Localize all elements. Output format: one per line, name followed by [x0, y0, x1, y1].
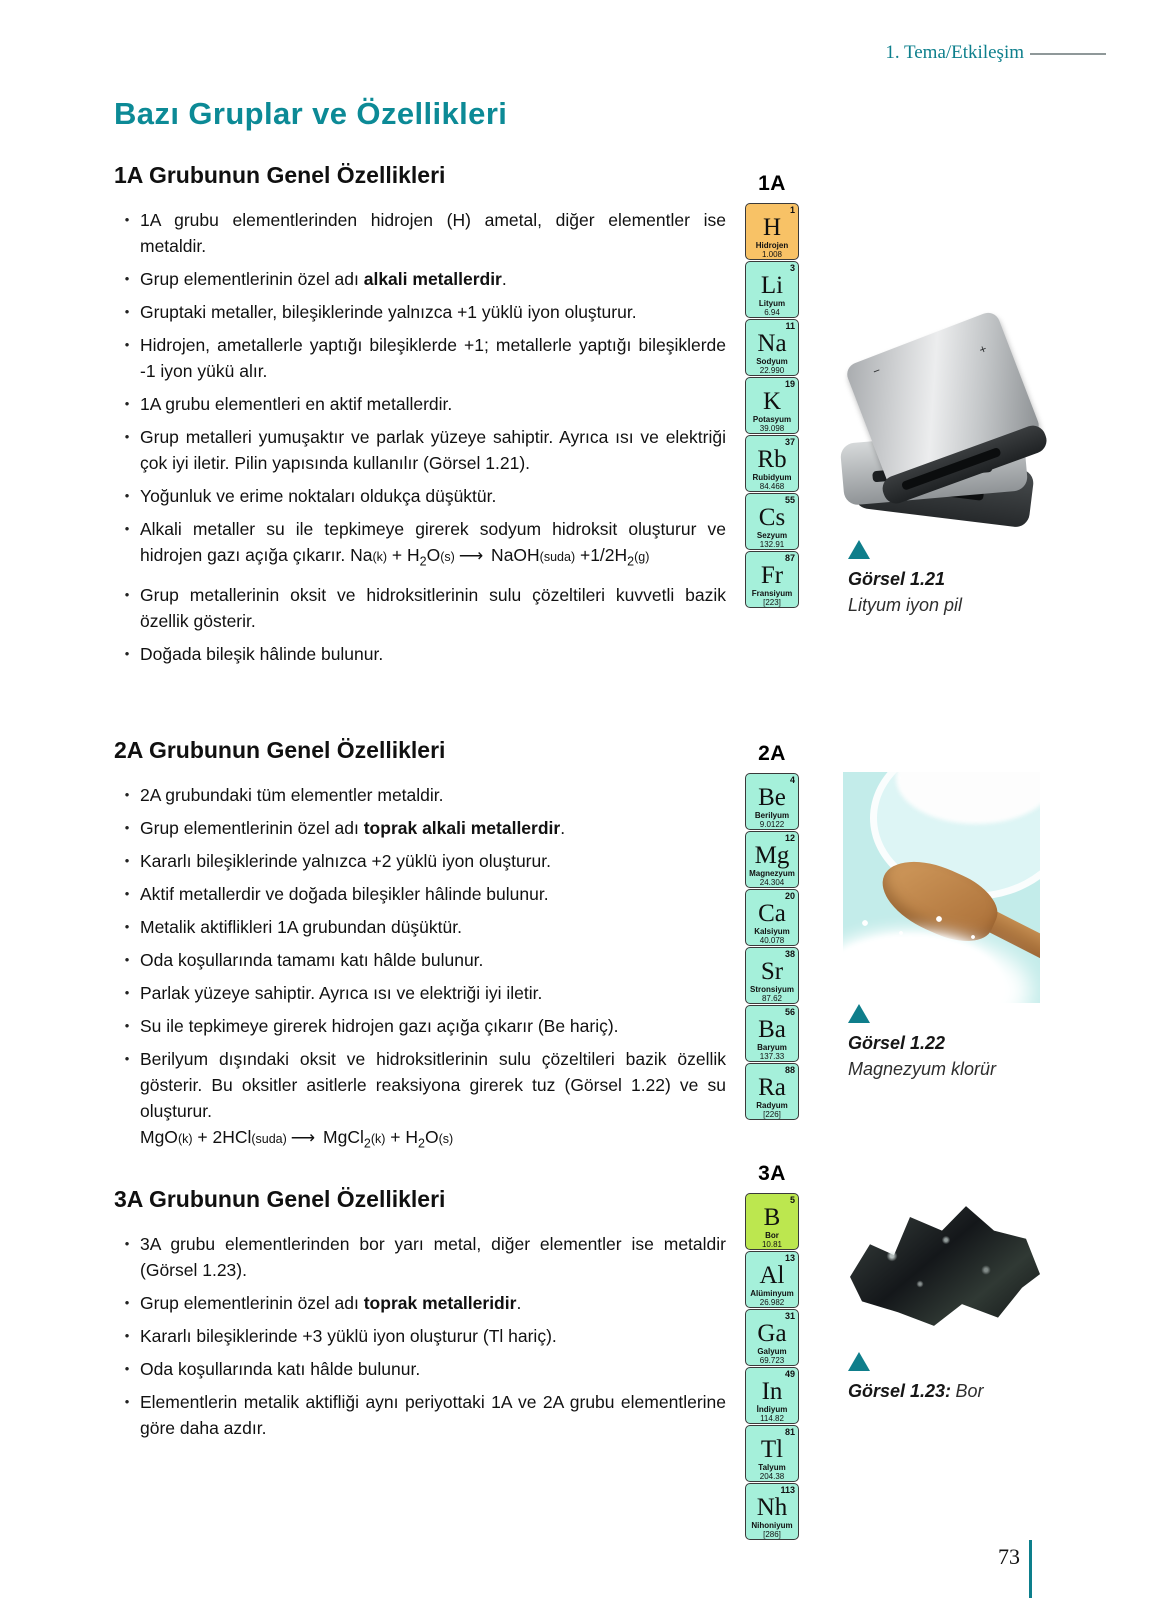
- bullet-text: Alkali metaller su ile tepkimeye girerek sodyum hidroksit oluşturur ve hidrojen gazı açığa çıkarır. $Na(k) + H_2O(s)$ ⟶ NaOH(suda) $+1/2H_2(g)$: [140, 519, 726, 569]
- triangle-marker-icon: [848, 1352, 870, 1371]
- element-symbol: Be: [758, 784, 786, 811]
- atomic-number: 38: [784, 949, 795, 959]
- figure-caption-1-22: [848, 1004, 1058, 1082]
- element-name: Bor: [765, 1231, 779, 1240]
- element-symbol: Mg: [754, 842, 790, 869]
- element-symbol: Ra: [758, 1074, 786, 1101]
- figure-caption-1-23: [848, 1352, 1058, 1404]
- element-symbol: Fr: [760, 562, 784, 589]
- figure-text: Lityum iyon pil: [848, 595, 963, 615]
- figure-caption-1-21: [848, 540, 1058, 618]
- atomic-number: 56: [784, 1007, 795, 1017]
- bullet-text: Aktif metallerdir ve doğada bileşikler hâlinde bulunur.: [140, 884, 549, 904]
- running-header: [0, 42, 1106, 64]
- bullet-list-3a: [114, 1231, 726, 1441]
- group-label-2a: 2A: [758, 742, 786, 765]
- atomic-mass: 87.62: [761, 994, 783, 1003]
- bullet-item: [114, 582, 726, 634]
- atomic-mass: 9.0122: [759, 820, 785, 829]
- element-symbol: Sr: [760, 958, 784, 985]
- bullet-marker: •: [124, 304, 130, 319]
- bullet-text: 2A grubundaki tüm elementler metaldir.: [140, 785, 444, 805]
- element-tile: [745, 947, 799, 1004]
- element-tiles-2a: [745, 773, 799, 1120]
- element-column-3a: [745, 1162, 799, 1540]
- header-rule: [1030, 53, 1106, 55]
- atomic-mass: 40.078: [759, 936, 785, 945]
- bullet-text: Hidrojen, ametallerle yaptığı bileşiklerde +1; metallerle yaptığı bileşiklerde -1 iyon yükü alır.: [140, 335, 726, 381]
- figure-label: Görsel 1.23:: [848, 1381, 952, 1401]
- atomic-number: 81: [784, 1427, 795, 1437]
- triangle-marker-icon: [848, 1004, 870, 1023]
- bullet-item: [114, 516, 726, 575]
- bullet-text: Su ile tepkimeye girerek hidrojen gazı açığa çıkarır (Be hariç).: [140, 1016, 619, 1036]
- atomic-mass: 6.94: [764, 308, 780, 317]
- element-tiles-3a: [745, 1193, 799, 1540]
- element-tile: [745, 1251, 799, 1308]
- bullet-marker: •: [124, 396, 130, 411]
- element-tile: [745, 319, 799, 376]
- element-name: Baryum: [757, 1043, 787, 1052]
- element-tile: [745, 1309, 799, 1366]
- bullet-marker: •: [124, 820, 130, 835]
- atomic-mass: 204.38: [759, 1472, 785, 1481]
- atomic-number: 20: [784, 891, 795, 901]
- element-name: Nihoniyum: [751, 1521, 793, 1530]
- element-symbol: Ga: [757, 1320, 787, 1347]
- element-tile: [745, 551, 799, 608]
- bullet-item: [114, 1356, 726, 1382]
- bullet-marker: •: [124, 787, 130, 802]
- element-name: Potasyum: [752, 415, 792, 424]
- bullet-text: Doğada bileşik hâlinde bulunur.: [140, 643, 384, 664]
- element-symbol: Ba: [758, 1016, 786, 1043]
- bullet-marker: •: [124, 337, 130, 352]
- bullet-item: [114, 1231, 726, 1283]
- element-symbol: H: [762, 214, 782, 241]
- element-tile: [745, 1483, 799, 1540]
- element-symbol: K: [762, 388, 782, 415]
- bullet-text: Elementlerin metalik aktifliği aynı periyottaki 1A ve 2A grubu elementlerine göre daha azdır.: [140, 1392, 726, 1438]
- group-label-1a: 1A: [758, 172, 786, 195]
- atomic-mass: [286]: [763, 1530, 781, 1539]
- element-name: Hidrojen: [755, 241, 789, 250]
- atomic-mass: 1.008: [761, 250, 783, 259]
- element-name: Berilyum: [754, 811, 790, 820]
- bullet-item: [114, 299, 726, 325]
- bullet-marker: •: [124, 521, 130, 536]
- element-name: Lityum: [758, 299, 786, 308]
- bullet-item: [114, 332, 726, 384]
- element-name: Sodyum: [756, 357, 788, 366]
- atomic-number: 37: [784, 437, 795, 447]
- bullet-text: Grup elementlerinin özel adı alkali metallerdir.: [140, 269, 507, 289]
- element-symbol: Li: [760, 272, 784, 299]
- bullet-text: 1A grubu elementlerinden hidrojen (H) ametal, diğer elementler ise metaldir.: [140, 210, 726, 256]
- bullet-marker: •: [124, 853, 130, 868]
- bullet-marker: •: [124, 212, 130, 227]
- bullet-list-1a: [114, 207, 726, 667]
- bullet-item: [114, 1389, 726, 1441]
- element-name: Magnezyum: [749, 869, 795, 878]
- figure-text: Bor: [955, 1381, 984, 1401]
- element-name: Sezyum: [756, 531, 788, 540]
- bullet-item: [114, 980, 726, 1006]
- boron-rock-highlights: [868, 1226, 1018, 1306]
- bullet-text: Grup elementlerinin özel adı toprak metalleridir.: [140, 1293, 522, 1313]
- reaction-arrow-icon: ⟶: [290, 1128, 315, 1147]
- bullet-item: [114, 1046, 726, 1157]
- figure-text: Magnezyum klorür: [848, 1059, 997, 1079]
- bullet-item: [114, 424, 726, 476]
- atomic-mass: 26.982: [759, 1298, 785, 1307]
- element-tiles-1a: [745, 203, 799, 608]
- triangle-marker-icon: [848, 540, 870, 559]
- element-tile: [745, 831, 799, 888]
- atomic-mass: 39.098: [759, 424, 785, 433]
- figure-lithium-battery-photo: [842, 332, 1040, 538]
- bullet-text: Grup metallerinin oksit ve hidroksitlerinin sulu çözeltileri kuvvetli bazik özellik gösterir.: [140, 584, 726, 631]
- bullet-marker: •: [124, 271, 130, 286]
- bullet-marker: •: [124, 1236, 130, 1251]
- bullet-text: Grup metalleri yumuşaktır ve parlak yüzeye sahiptir. Ayrıca ısı ve elektriği çok iyi iletir. Pilin yapısında kullanılır (Görsel 1.21).: [140, 427, 726, 473]
- bullet-text: Parlak yüzeye sahiptir. Ayrıca ısı ve elektriği iyi iletir.: [140, 983, 543, 1003]
- bullet-text: Grup elementlerinin özel adı toprak alkali metallerdir.: [140, 818, 566, 838]
- element-tile: [745, 203, 799, 260]
- bullet-item: [114, 1290, 726, 1316]
- page-number: 73: [998, 1544, 1020, 1569]
- element-symbol: Cs: [758, 504, 786, 531]
- element-name: Alüminyum: [750, 1289, 794, 1298]
- section-heading-1a: 1A Grubunun Genel Özellikleri: [114, 162, 446, 188]
- element-tile: [745, 773, 799, 830]
- element-name: Kalsiyum: [754, 927, 790, 936]
- bullet-marker: •: [124, 1328, 130, 1343]
- bullet-marker: •: [124, 586, 130, 602]
- section-3a: [114, 1186, 726, 1448]
- bullet-text: Oda koşullarında tamamı katı hâlde bulunur.: [140, 950, 484, 970]
- atomic-mass: 132.91: [759, 540, 785, 549]
- element-tile: [745, 1063, 799, 1120]
- bullet-marker: •: [124, 985, 130, 1000]
- bullet-item: [114, 914, 726, 940]
- chapter-label: 1. Tema/Etkileşim: [885, 42, 1024, 63]
- bullet-text: Gruptaki metaller, bileşiklerinde yalnızca +1 yüklü iyon oluşturur.: [140, 302, 637, 322]
- bullet-marker: •: [124, 919, 130, 934]
- atomic-mass: 24.304: [759, 878, 785, 887]
- bullet-text: Yoğunluk ve erime noktaları oldukça düşüktür.: [140, 486, 497, 506]
- element-tile: [745, 1193, 799, 1250]
- section-2a: [114, 737, 726, 1164]
- atomic-mass: 22.990: [759, 366, 785, 375]
- plus-terminal-label: +: [977, 341, 989, 358]
- element-name: Stronsiyum: [749, 985, 794, 994]
- atomic-number: 12: [784, 833, 795, 843]
- reaction-arrow-icon: ⟶: [458, 546, 483, 565]
- element-tile: [745, 889, 799, 946]
- atomic-number: 88: [784, 1065, 795, 1075]
- minus-terminal-label: −: [870, 363, 883, 379]
- atomic-number: 49: [784, 1369, 795, 1379]
- element-symbol: Tl: [760, 1436, 784, 1463]
- atomic-number: 87: [784, 553, 795, 563]
- group-label-3a: 3A: [758, 1162, 786, 1185]
- atomic-mass: 137.33: [759, 1052, 785, 1061]
- salt-specks: [853, 911, 1003, 951]
- bullet-marker: •: [124, 1394, 130, 1409]
- atomic-number: 55: [784, 495, 795, 505]
- page-footer: [960, 1540, 1040, 1600]
- bullet-item: [114, 947, 726, 973]
- bullet-item: [114, 881, 726, 907]
- bullet-text: 3A grubu elementlerinden bor yarı metal, diğer elementler ise metaldir (Görsel 1.23).: [140, 1234, 726, 1280]
- element-tile: [745, 435, 799, 492]
- bullet-item: [114, 782, 726, 808]
- element-name: Radyum: [756, 1101, 788, 1110]
- atomic-number: 11: [785, 321, 795, 331]
- figure-magnesium-chloride-photo: [843, 772, 1040, 1003]
- atomic-mass: [226]: [763, 1110, 781, 1119]
- atomic-mass: 84.468: [759, 482, 785, 491]
- element-tile: [745, 377, 799, 434]
- atomic-mass: 69.723: [759, 1356, 785, 1365]
- element-tile: [745, 261, 799, 318]
- bullet-marker: •: [124, 1295, 130, 1310]
- bullet-item: [114, 815, 726, 841]
- element-name: Fransiyum: [751, 589, 793, 598]
- element-tile: [745, 1367, 799, 1424]
- bullet-text: Oda koşullarında katı hâlde bulunur.: [140, 1359, 421, 1379]
- figure-boron-photo: [838, 1190, 1050, 1342]
- element-symbol: In: [761, 1378, 783, 1405]
- figure-label: Görsel 1.21: [848, 569, 946, 589]
- atomic-number: 3: [789, 263, 795, 273]
- atomic-number: 31: [784, 1311, 795, 1321]
- bullet-item: [114, 1013, 726, 1039]
- page-number-bar: [1029, 1540, 1032, 1598]
- bullet-marker: •: [124, 952, 130, 967]
- atomic-number: 5: [789, 1195, 795, 1205]
- bullet-marker: •: [124, 886, 130, 901]
- page-title: Bazı Gruplar ve Özellikleri: [114, 96, 508, 131]
- bullet-item: [114, 266, 726, 292]
- element-symbol: Na: [757, 330, 787, 357]
- bullet-text: Kararlı bileşiklerinde yalnızca +2 yüklü iyon oluşturur.: [140, 851, 551, 871]
- atomic-number: 13: [784, 1253, 795, 1263]
- bullet-item: [114, 391, 726, 417]
- element-name: Galyum: [757, 1347, 787, 1356]
- figure-label: Görsel 1.22: [848, 1033, 946, 1053]
- bullet-text: 1A grubu elementleri en aktif metallerdir.: [140, 394, 453, 414]
- element-symbol: Al: [759, 1262, 785, 1289]
- atomic-mass: 114.82: [760, 1414, 784, 1423]
- element-symbol: Nh: [756, 1494, 788, 1521]
- bullet-marker: •: [124, 1018, 130, 1033]
- bullet-item: [114, 1323, 726, 1349]
- atomic-number: 19: [784, 379, 795, 389]
- atomic-number: 1: [789, 205, 795, 215]
- element-name: Rubidyum: [752, 473, 792, 482]
- bullet-item: [114, 207, 726, 259]
- atomic-number: 113: [780, 1485, 795, 1495]
- section-1a: [114, 162, 726, 674]
- element-column-2a: [745, 742, 799, 1120]
- bullet-marker: •: [124, 1051, 130, 1066]
- element-symbol: Ca: [758, 900, 786, 927]
- bullet-marker: •: [124, 488, 130, 503]
- bullet-item: [114, 483, 726, 509]
- section-heading-2a: 2A Grubunun Genel Özellikleri: [114, 737, 446, 763]
- atomic-mass: 10.81: [761, 1240, 783, 1249]
- bullet-marker: •: [124, 645, 130, 661]
- bullet-marker: •: [124, 429, 130, 444]
- bullet-text: Kararlı bileşiklerinde +3 yüklü iyon oluşturur (Tl hariç).: [140, 1326, 557, 1346]
- bullet-text: Metalik aktiflikleri 1A grubundan düşüktür.: [140, 917, 462, 937]
- bullet-item: [114, 848, 726, 874]
- element-tile: [745, 493, 799, 550]
- bullet-text: Berilyum dışındaki oksit ve hidroksitlerinin sulu çözeltileri bazik özellik gösterir. Bu oksitler asitlerle reaksiyona girerek tuz (Görsel 1.22) ve su oluşturur. MgO(k) + 2HCl(suda) ⟶ MgCl$_2$(k) + $H_2O(s)$: [140, 1049, 726, 1151]
- atomic-number: 4: [789, 775, 795, 785]
- bullet-marker: •: [124, 1361, 130, 1376]
- element-column-1a: [745, 172, 799, 608]
- bullet-item: [114, 641, 726, 667]
- element-name: Talyum: [758, 1463, 786, 1472]
- element-symbol: Rb: [757, 446, 787, 473]
- element-tile: [745, 1425, 799, 1482]
- bullet-list-2a: [114, 782, 726, 1157]
- element-name: İndiyum: [756, 1405, 788, 1414]
- element-tile: [745, 1005, 799, 1062]
- section-heading-3a: 3A Grubunun Genel Özellikleri: [114, 1186, 446, 1212]
- element-symbol: B: [763, 1204, 781, 1231]
- atomic-mass: [223]: [763, 598, 781, 607]
